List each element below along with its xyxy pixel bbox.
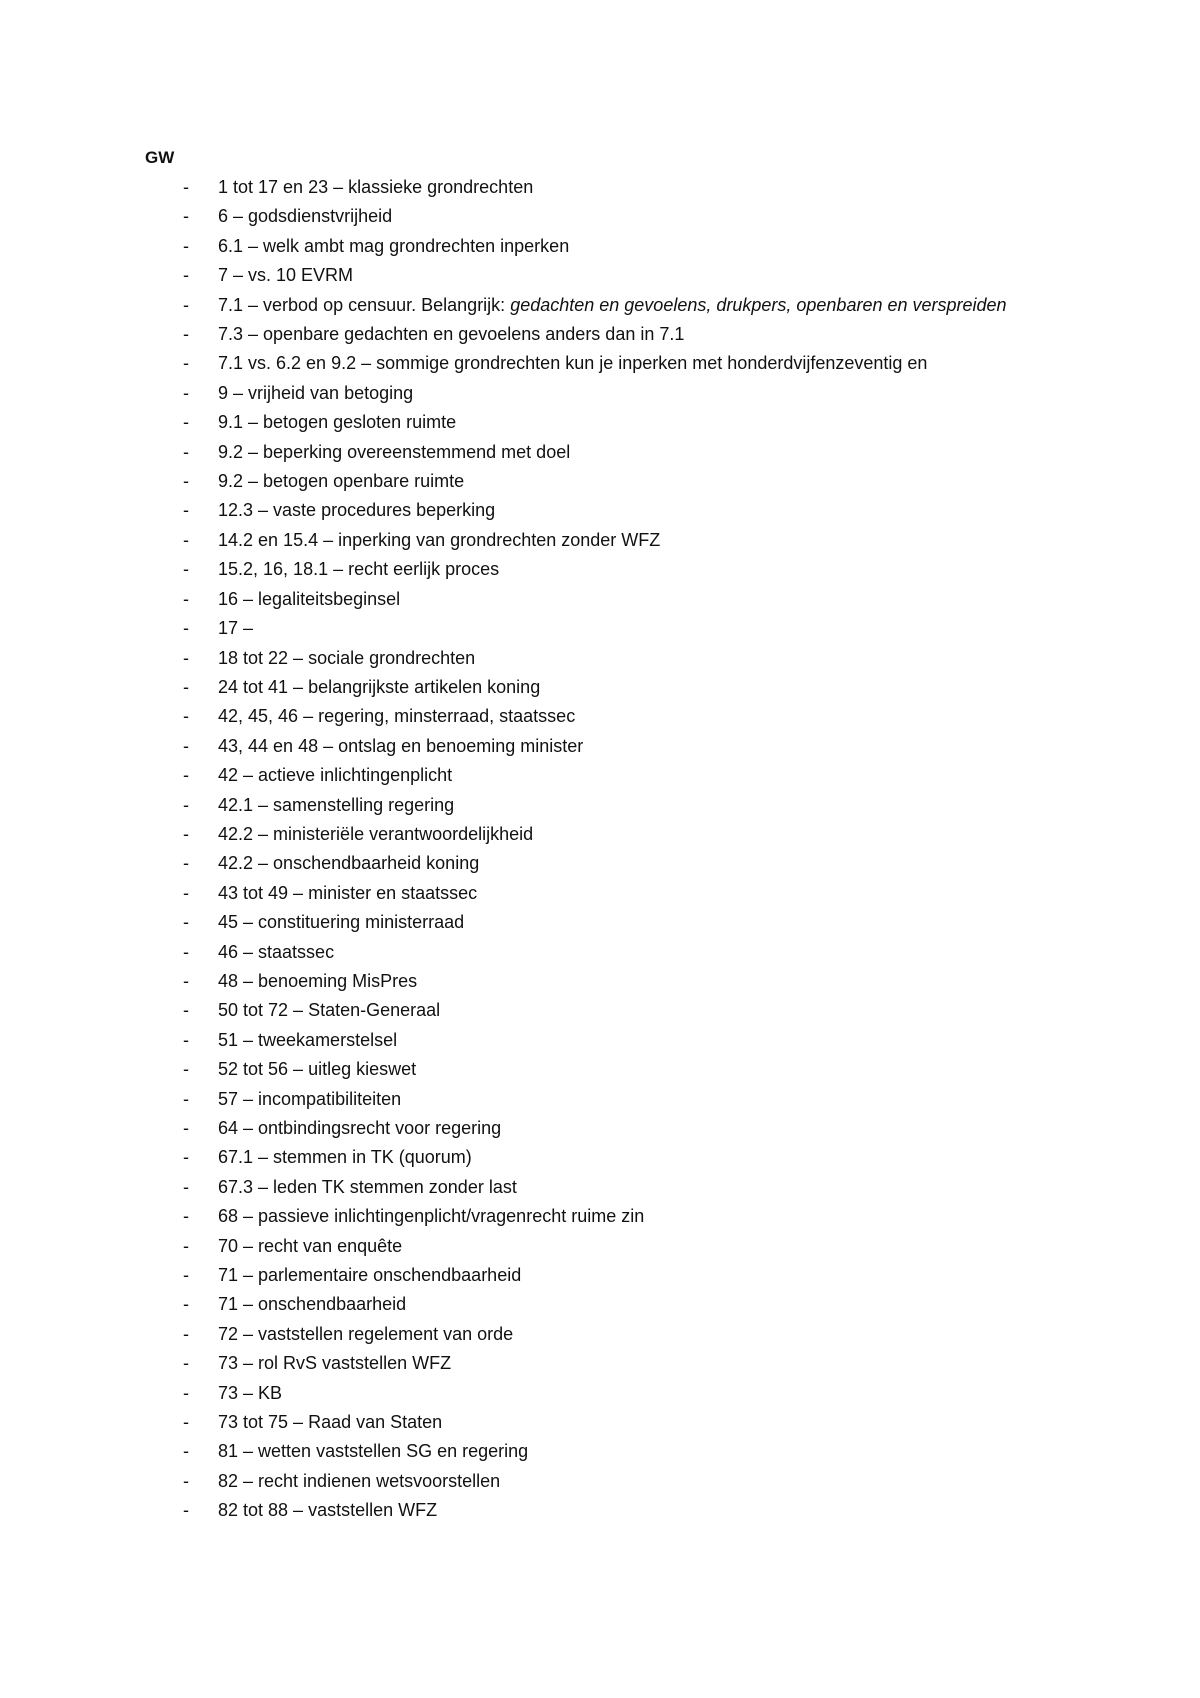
- list-item-text: 43 tot 49 – minister en staatssec: [218, 882, 478, 903]
- list-item-emphasis: gedachten en gevoelens, drukpers, openbaren en verspreiden: [510, 294, 1007, 315]
- list-item-text: 24 tot 41 – belangrijkste artikelen koning: [218, 676, 541, 697]
- list-item-text: 81 – wetten vaststellen SG en regering: [218, 1441, 529, 1462]
- list-item-text: 73 tot 75 – Raad van Staten: [218, 1412, 443, 1433]
- list-item: [0, 1290, 1200, 1319]
- list-item: [0, 1143, 1200, 1172]
- list-item: [0, 320, 1200, 349]
- list-item: [0, 1085, 1200, 1114]
- list-item: [0, 496, 1200, 525]
- list-item: [0, 173, 1200, 202]
- list-item-text: 15.2, 16, 18.1 – recht eerlijk proces: [218, 559, 500, 580]
- list-item: [0, 1261, 1200, 1290]
- list-item-text: 6.1 – welk ambt mag grondrechten inperken: [218, 235, 570, 256]
- list-item: [0, 938, 1200, 967]
- list-item-text: 42.1 – samenstelling regering: [218, 794, 455, 815]
- list-item-text: 42 – actieve inlichtingenplicht: [218, 765, 453, 786]
- list-item: [0, 1349, 1200, 1378]
- list-item: [0, 1496, 1200, 1525]
- list-item-text: 48 – benoeming MisPres: [218, 970, 418, 991]
- list-item-text: 42, 45, 46 – regering, minsterraad, staatssec: [218, 706, 576, 727]
- list-item: [0, 467, 1200, 496]
- list-item: [0, 202, 1200, 231]
- list-item: [0, 1408, 1200, 1437]
- list-item: [0, 1320, 1200, 1349]
- list-item: [0, 1173, 1200, 1202]
- list-item: [0, 1026, 1200, 1055]
- list-item: [0, 291, 1200, 320]
- list-item: [0, 379, 1200, 408]
- list-item: [0, 614, 1200, 643]
- list-item: [0, 1055, 1200, 1084]
- list-item-text: 9.1 – betogen gesloten ruimte: [218, 412, 457, 433]
- list-item: [0, 702, 1200, 731]
- list-item-text: 68 – passieve inlichtingenplicht/vragenrecht ruime zin: [218, 1206, 645, 1227]
- list-item-text: 42.2 – onschendbaarheid koning: [218, 853, 480, 874]
- list-item: [0, 644, 1200, 673]
- list-item-text: 82 tot 88 – vaststellen WFZ: [218, 1500, 438, 1521]
- list-item: [0, 408, 1200, 437]
- list-item: [0, 849, 1200, 878]
- list-item-text: 7.1 – verbod op censuur. Belangrijk:: [218, 294, 511, 315]
- list-item: [0, 232, 1200, 261]
- list-item: [0, 349, 1200, 378]
- list-item-text: 42.2 – ministeriële verantwoordelijkheid: [218, 823, 534, 844]
- document-heading: GW: [145, 148, 175, 167]
- list-item-text: 82 – recht indienen wetsvoorstellen: [218, 1470, 501, 1491]
- list-item-text: 46 – staatssec: [218, 941, 335, 962]
- list-item-text: 9.2 – beperking overeenstemmend met doel: [218, 441, 571, 462]
- list-item-text: 71 – onschendbaarheid: [218, 1294, 407, 1315]
- list-item: [0, 879, 1200, 908]
- article-list: [0, 173, 1200, 1526]
- list-item: [0, 996, 1200, 1025]
- list-item-text: 51 – tweekamerstelsel: [218, 1029, 398, 1050]
- list-item-text: 14.2 en 15.4 – inperking van grondrechten zonder WFZ: [218, 529, 661, 550]
- list-item: [0, 585, 1200, 614]
- list-item-text: 67.1 – stemmen in TK (quorum): [218, 1147, 472, 1168]
- list-item: [0, 526, 1200, 555]
- list-item: [0, 1202, 1200, 1231]
- list-item-text: 12.3 – vaste procedures beperking: [218, 500, 496, 521]
- list-item: [0, 1114, 1200, 1143]
- list-item: [0, 791, 1200, 820]
- list-item: [0, 732, 1200, 761]
- list-item-text: 7.3 – openbare gedachten en gevoelens anders dan in 7.1: [218, 324, 685, 345]
- list-item-text: 57 – incompatibiliteiten: [218, 1088, 402, 1109]
- list-item: [0, 967, 1200, 996]
- list-item-text: 17 –: [218, 618, 254, 639]
- list-item: [0, 908, 1200, 937]
- list-item-text: 67.3 – leden TK stemmen zonder last: [218, 1176, 517, 1197]
- list-item-text: 64 – ontbindingsrecht voor regering: [218, 1118, 502, 1138]
- list-item-text: 7 – vs. 10 EVRM: [218, 265, 354, 286]
- list-item-text: 52 tot 56 – uitleg kieswet: [218, 1059, 417, 1080]
- list-item-text: 72 – vaststellen regelement van orde: [218, 1323, 514, 1344]
- list-item-text: 50 tot 72 – Staten-Generaal: [218, 1000, 441, 1021]
- list-item: [0, 555, 1200, 584]
- list-item: [0, 261, 1200, 290]
- list-item: [0, 761, 1200, 790]
- list-item-text: 6 – godsdienstvrijheid: [218, 206, 393, 227]
- list-item: [0, 1437, 1200, 1466]
- list-item-text: 1 tot 17 en 23 – klassieke grondrechten: [218, 177, 534, 197]
- list-item: [0, 1232, 1200, 1261]
- list-item: [0, 1379, 1200, 1408]
- list-item-text: 9.2 – betogen openbare ruimte: [218, 471, 465, 492]
- list-item-text: 70 – recht van enquête: [218, 1235, 403, 1256]
- list-item-text: 73 – KB: [218, 1382, 283, 1403]
- list-item-text: 18 tot 22 – sociale grondrechten: [218, 647, 476, 668]
- list-item-text: 73 – rol RvS vaststellen WFZ: [218, 1353, 452, 1374]
- list-item: [0, 1467, 1200, 1496]
- list-item-text: 9 – vrijheid van betoging: [218, 382, 414, 403]
- list-item-text: 16 – legaliteitsbeginsel: [218, 588, 401, 609]
- list-item: [0, 820, 1200, 849]
- list-item-text: 43, 44 en 48 – ontslag en benoeming minister: [218, 735, 584, 756]
- list-item-text: 71 – parlementaire onschendbaarheid: [218, 1265, 522, 1286]
- list-item-text: 45 – constituering ministerraad: [218, 912, 465, 933]
- list-item-text: 7.1 vs. 6.2 en 9.2 – sommige grondrechten kun je inperken met honderdvijfenzeventig en: [218, 353, 928, 374]
- list-item: [0, 438, 1200, 467]
- list-item: [0, 673, 1200, 702]
